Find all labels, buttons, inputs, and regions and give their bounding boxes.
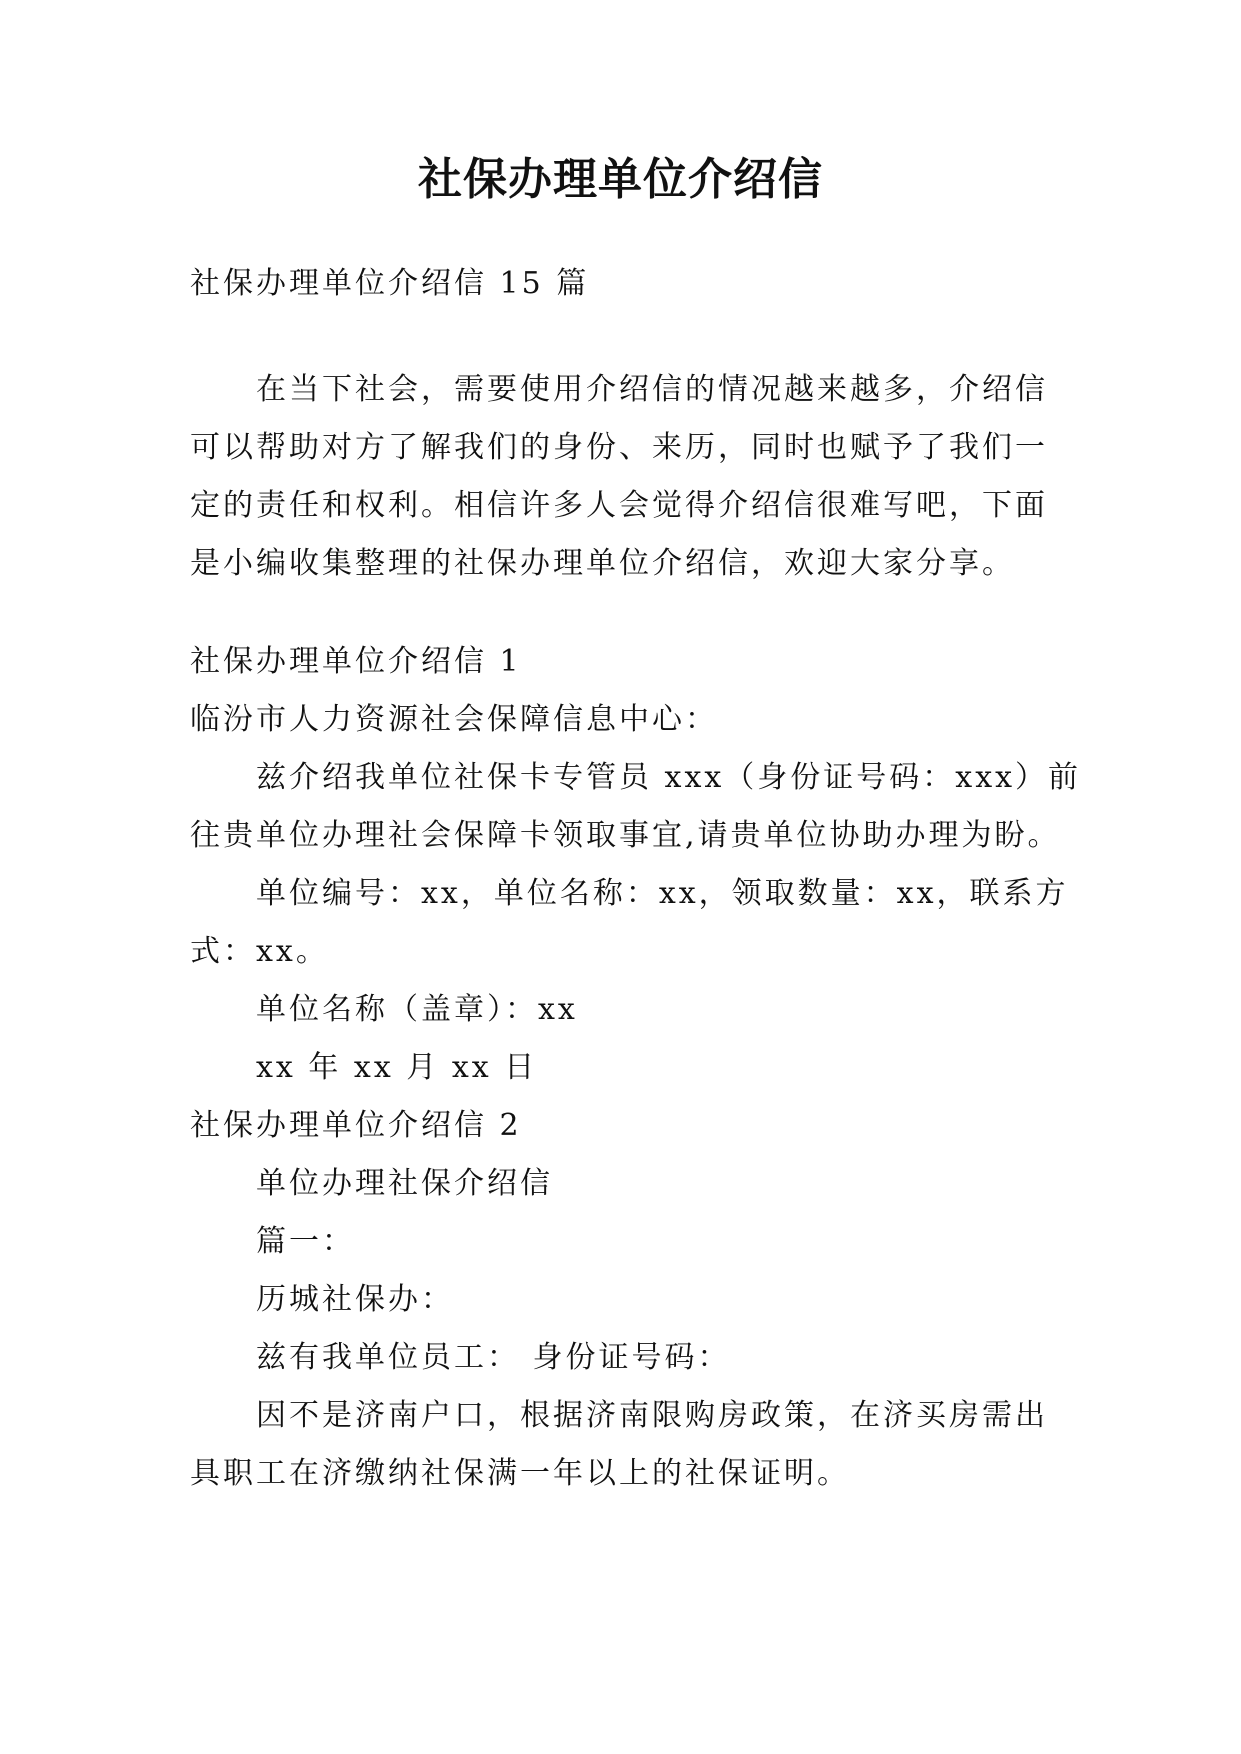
- letter1-signature: 单位名称（盖章）：xx: [256, 992, 578, 1027]
- letter1-heading: 社保办理单位介绍信 1: [190, 644, 522, 679]
- letter1-body-line-1: 兹介绍我单位社保卡专管员 xxx（身份证号码：xxx）前: [256, 760, 1082, 795]
- intro-line-3: 定的责任和权利。相信许多人会觉得介绍信很难写吧，下面: [190, 488, 1048, 523]
- letter2-subheading: 单位办理社保介绍信: [256, 1166, 553, 1201]
- letter2-addressee: 历城社保办：: [256, 1282, 454, 1317]
- letter2-body-line-1: 因不是济南户口，根据济南限购房政策，在济买房需出: [256, 1398, 1048, 1433]
- intro-line-2: 可以帮助对方了解我们的身份、来历，同时也赋予了我们一: [190, 430, 1048, 465]
- letter1-addressee: 临汾市人力资源社会保障信息中心：: [190, 702, 718, 737]
- intro-line-1: 在当下社会，需要使用介绍信的情况越来越多，介绍信: [256, 372, 1048, 407]
- letter1-date: xx 年 xx 月 xx 日: [256, 1050, 538, 1085]
- letter1-info-line-2: 式：xx。: [190, 934, 329, 969]
- letter2-heading: 社保办理单位介绍信 2: [190, 1108, 522, 1143]
- document-subtitle: 社保办理单位介绍信 15 篇: [190, 266, 590, 301]
- intro-line-4: 是小编收集整理的社保办理单位介绍信，欢迎大家分享。: [190, 546, 1015, 581]
- letter2-employee-line: 兹有我单位员工： 身份证号码：: [256, 1340, 731, 1375]
- letter2-part: 篇一：: [256, 1224, 355, 1259]
- letter2-body-line-2: 具职工在济缴纳社保满一年以上的社保证明。: [190, 1456, 850, 1491]
- document-title: 社保办理单位介绍信: [418, 154, 823, 205]
- letter1-body-line-2: 往贵单位办理社会保障卡领取事宜,请贵单位协助办理为盼。: [190, 818, 1061, 853]
- letter1-info-line-1: 单位编号：xx，单位名称：xx，领取数量：xx，联系方: [256, 876, 1069, 911]
